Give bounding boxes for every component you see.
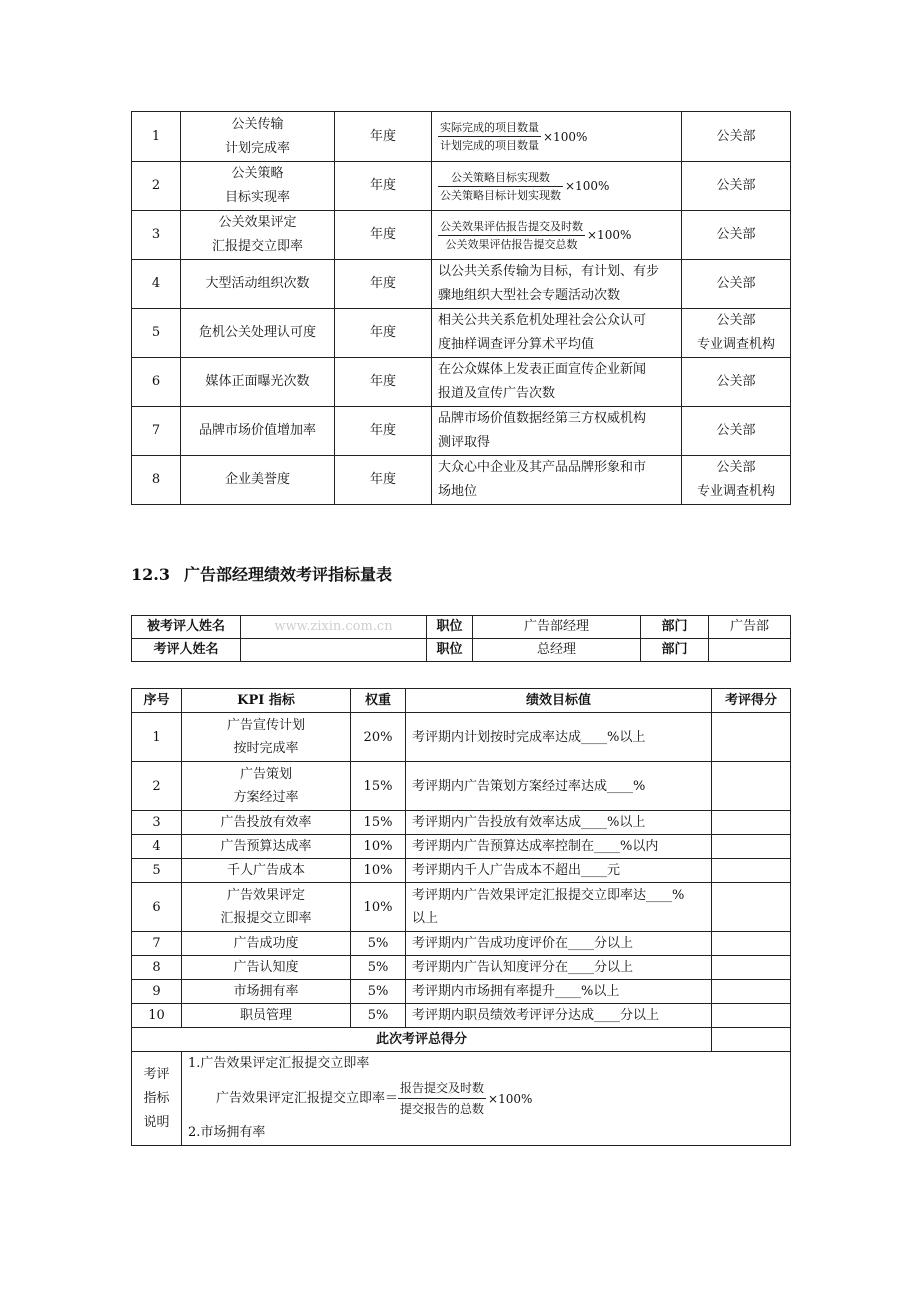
row-number: 3 bbox=[132, 211, 181, 260]
formula-numerator: 实际完成的项目数量 bbox=[438, 120, 541, 137]
kpi-target bbox=[406, 762, 712, 811]
note-formula bbox=[216, 1076, 784, 1121]
kpi-score-cell bbox=[712, 713, 791, 762]
pr-kpi-row bbox=[132, 162, 791, 211]
row-number: 6 bbox=[132, 358, 181, 407]
kpi-indicator bbox=[182, 811, 351, 835]
kpi-name-line-1: 媒体正面曝光次数 bbox=[205, 374, 310, 389]
kpi-definition bbox=[432, 407, 682, 456]
kpi-name bbox=[181, 456, 335, 505]
kpi-indicator-line-1: 职员管理 bbox=[239, 1008, 292, 1023]
kpi-definition bbox=[432, 358, 682, 407]
kpi-definition bbox=[432, 162, 682, 211]
info-row-evaluatee bbox=[132, 616, 791, 639]
total-score-value bbox=[712, 1028, 791, 1052]
kpi-target-line-1: 考评期内广告预算达成率控制在____%以内 bbox=[412, 839, 659, 854]
kpi-weight: 10% bbox=[351, 859, 406, 883]
kpi-name-line-2: 汇报提交立即率 bbox=[211, 239, 303, 254]
kpi-indicator-line-1: 广告策划 bbox=[239, 767, 292, 782]
kpi-row-number: 2 bbox=[132, 762, 182, 811]
kpi-indicator bbox=[182, 980, 351, 1004]
position-label-1: 职位 bbox=[427, 616, 473, 639]
kpi-row bbox=[132, 859, 791, 883]
kpi-target-line-2: 以上 bbox=[412, 911, 439, 926]
formula-multiplier: ×100% bbox=[565, 179, 610, 193]
assessment-period: 年度 bbox=[335, 358, 432, 407]
formula-denominator: 公关效果评估报告提交总数 bbox=[445, 237, 578, 251]
kpi-score-cell bbox=[712, 811, 791, 835]
dept-line-1: 公关部 bbox=[716, 178, 756, 193]
dept-line-2: 专业调查机构 bbox=[696, 484, 775, 499]
formula-denominator: 计划完成的项目数量 bbox=[440, 139, 539, 152]
kpi-name-line-1: 品牌市场价值增加率 bbox=[198, 423, 316, 438]
kpi-row bbox=[132, 713, 791, 762]
dept-line-1: 公关部 bbox=[716, 313, 756, 328]
kpi-target bbox=[406, 713, 712, 762]
kpi-name-line-2: 计划完成率 bbox=[224, 140, 290, 156]
responsible-dept bbox=[682, 309, 791, 358]
notes-label-line-1: 考评 bbox=[143, 1066, 170, 1082]
section-heading: 广告部经理绩效考评指标量表 bbox=[183, 565, 392, 584]
definition-line-2: 场地位 bbox=[438, 484, 478, 499]
kpi-target-line-1: 考评期内广告策划方案经过率达成____% bbox=[412, 778, 646, 794]
kpi-row bbox=[132, 932, 791, 956]
kpi-name bbox=[181, 309, 335, 358]
kpi-target bbox=[406, 835, 712, 859]
kpi-row-number: 6 bbox=[132, 883, 182, 932]
kpi-target bbox=[406, 883, 712, 932]
kpi-weight: 20% bbox=[351, 713, 406, 762]
kpi-score-cell bbox=[712, 883, 791, 932]
ad-kpi-table bbox=[131, 688, 791, 1146]
info-row-evaluator bbox=[132, 639, 791, 662]
pr-kpi-table-body bbox=[132, 112, 791, 505]
pr-kpi-row bbox=[132, 211, 791, 260]
evaluatee-dept: 广告部 bbox=[709, 616, 791, 639]
evaluator-name-value bbox=[241, 639, 427, 662]
kpi-name bbox=[181, 407, 335, 456]
definition-line-1: 品牌市场价值数据经第三方权威机构 bbox=[438, 411, 647, 426]
section-number: 12.3 bbox=[131, 565, 170, 584]
kpi-score-cell bbox=[712, 835, 791, 859]
responsible-dept bbox=[682, 260, 791, 309]
kpi-indicator-line-1: 广告宣传计划 bbox=[226, 718, 305, 733]
evaluator-dept bbox=[709, 639, 791, 662]
kpi-name-line-1: 危机公关处理认可度 bbox=[198, 325, 316, 340]
kpi-weight: 5% bbox=[351, 956, 406, 980]
kpi-indicator-line-1: 广告效果评定 bbox=[226, 888, 305, 903]
definition-line-1: 相关公共关系危机处理社会公众认可 bbox=[438, 313, 647, 328]
responsible-dept bbox=[682, 162, 791, 211]
kpi-target-line-1: 考评期内广告认知度评分在____分以上 bbox=[412, 960, 634, 975]
formula-fraction bbox=[438, 120, 541, 153]
dept-line-1: 公关部 bbox=[716, 276, 756, 291]
dept-line-1: 公关部 bbox=[716, 423, 756, 438]
kpi-row-number: 4 bbox=[132, 835, 182, 859]
dept-label-1: 部门 bbox=[641, 616, 709, 639]
kpi-indicator bbox=[182, 762, 351, 811]
pr-kpi-row bbox=[132, 260, 791, 309]
kpi-row bbox=[132, 883, 791, 932]
kpi-row bbox=[132, 811, 791, 835]
kpi-target-line-1: 考评期内市场拥有率提升____%以上 bbox=[412, 984, 620, 999]
total-score-label: 此次考评总得分 bbox=[132, 1028, 712, 1052]
assessment-period: 年度 bbox=[335, 162, 432, 211]
kpi-row-number: 5 bbox=[132, 859, 182, 883]
formula-denominator: 公关策略目标计划实现数 bbox=[440, 188, 561, 202]
dept-line-1: 公关部 bbox=[716, 374, 756, 389]
evaluator-name-label: 考评人姓名 bbox=[132, 639, 241, 662]
dept-line-1: 公关部 bbox=[716, 460, 756, 475]
kpi-row bbox=[132, 835, 791, 859]
header-score: 考评得分 bbox=[712, 689, 791, 713]
kpi-definition bbox=[432, 211, 682, 260]
kpi-indicator-line-1: 千人广告成本 bbox=[226, 863, 305, 878]
kpi-score-cell bbox=[712, 980, 791, 1004]
kpi-definition bbox=[432, 309, 682, 358]
kpi-weight: 15% bbox=[351, 762, 406, 811]
definition-line-2: 测评取得 bbox=[438, 435, 491, 450]
dept-label-2: 部门 bbox=[641, 639, 709, 662]
row-number: 1 bbox=[132, 112, 181, 162]
kpi-row-number: 1 bbox=[132, 713, 182, 762]
pr-kpi-row bbox=[132, 112, 791, 162]
kpi-name-line-1: 大型活动组织次数 bbox=[205, 276, 310, 291]
note-formula-numerator: 报告提交及时数 bbox=[398, 1079, 486, 1099]
kpi-target-line-1: 考评期内千人广告成本不超出____元 bbox=[412, 863, 621, 878]
header-weight: 权重 bbox=[351, 689, 406, 713]
dept-line-2: 专业调查机构 bbox=[696, 337, 775, 352]
dept-line-1: 公关部 bbox=[716, 128, 756, 144]
note-formula-denominator: 提交报告的总数 bbox=[400, 1102, 485, 1116]
kpi-row bbox=[132, 1004, 791, 1028]
kpi-target bbox=[406, 1004, 712, 1028]
kpi-target-line-1: 考评期内计划按时完成率达成____%以上 bbox=[412, 729, 646, 745]
position-label-2: 职位 bbox=[427, 639, 473, 662]
header-target: 绩效目标值 bbox=[406, 689, 712, 713]
formula-numerator: 公关策略目标实现数 bbox=[438, 170, 563, 187]
kpi-score-cell bbox=[712, 932, 791, 956]
kpi-row-number: 10 bbox=[132, 1004, 182, 1028]
formula-numerator: 公关效果评估报告提交及时数 bbox=[438, 219, 585, 236]
kpi-target-line-1: 考评期内职员绩效考评评分达成____分以上 bbox=[412, 1008, 660, 1023]
assessment-period: 年度 bbox=[335, 112, 432, 162]
kpi-target-line-1: 考评期内广告成功度评价在____分以上 bbox=[412, 936, 634, 951]
kpi-row-number: 3 bbox=[132, 811, 182, 835]
kpi-indicator bbox=[182, 859, 351, 883]
definition-line-1: 在公众媒体上发表正面宣传企业新闻 bbox=[438, 362, 647, 377]
kpi-weight: 10% bbox=[351, 883, 406, 932]
kpi-target bbox=[406, 932, 712, 956]
definition-line-1: 以公共关系传输为目标，有计划、有步 bbox=[438, 264, 660, 279]
note-line-2: 2.市场拥有率 bbox=[188, 1125, 266, 1140]
kpi-name bbox=[181, 211, 335, 260]
kpi-target bbox=[406, 811, 712, 835]
evaluatee-position: 广告部经理 bbox=[473, 616, 641, 639]
kpi-indicator-line-2: 按时完成率 bbox=[233, 741, 299, 756]
kpi-name-line-2: 目标实现率 bbox=[224, 190, 290, 205]
kpi-name bbox=[181, 162, 335, 211]
formula-fraction bbox=[438, 170, 563, 203]
kpi-indicator-line-1: 广告成功度 bbox=[233, 936, 299, 951]
assessment-period: 年度 bbox=[335, 211, 432, 260]
kpi-indicator bbox=[182, 835, 351, 859]
row-number: 8 bbox=[132, 456, 181, 505]
kpi-header-row bbox=[132, 689, 791, 713]
responsible-dept bbox=[682, 407, 791, 456]
kpi-indicator-line-1: 广告预算达成率 bbox=[220, 839, 312, 854]
row-number: 4 bbox=[132, 260, 181, 309]
note-formula-fraction bbox=[398, 1079, 486, 1118]
ad-kpi-table-body bbox=[132, 689, 791, 1146]
assessment-period: 年度 bbox=[335, 407, 432, 456]
kpi-row bbox=[132, 762, 791, 811]
evaluatee-name-value bbox=[241, 616, 427, 639]
header-no: 序号 bbox=[132, 689, 182, 713]
note-formula-multiplier: ×100% bbox=[488, 1091, 533, 1106]
responsible-dept bbox=[682, 211, 791, 260]
notes-label-line-3: 说明 bbox=[143, 1114, 170, 1130]
kpi-target-line-1: 考评期内广告效果评定汇报提交立即率达____% bbox=[412, 888, 685, 903]
kpi-row-number: 8 bbox=[132, 956, 182, 980]
pr-kpi-row bbox=[132, 456, 791, 505]
kpi-indicator-line-1: 广告认知度 bbox=[233, 960, 299, 975]
responsible-dept bbox=[682, 456, 791, 505]
kpi-score-cell bbox=[712, 956, 791, 980]
definition-line-1: 大众心中企业及其产品品牌形象和市 bbox=[438, 460, 647, 475]
evaluatee-info-table bbox=[131, 615, 791, 662]
kpi-indicator bbox=[182, 956, 351, 980]
pr-kpi-row bbox=[132, 407, 791, 456]
kpi-name-line-1: 公关效果评定 bbox=[218, 215, 297, 230]
responsible-dept bbox=[682, 112, 791, 162]
note-line-1: 1.广告效果评定汇报提交立即率 bbox=[188, 1056, 370, 1071]
kpi-weight: 5% bbox=[351, 932, 406, 956]
kpi-score-cell bbox=[712, 762, 791, 811]
responsible-dept bbox=[682, 358, 791, 407]
notes-content bbox=[182, 1052, 791, 1146]
kpi-target bbox=[406, 956, 712, 980]
kpi-score-cell bbox=[712, 859, 791, 883]
row-number: 7 bbox=[132, 407, 181, 456]
kpi-indicator bbox=[182, 932, 351, 956]
watermark-text: www.zixin.com.cn bbox=[274, 619, 393, 634]
kpi-indicator-line-1: 市场拥有率 bbox=[233, 984, 299, 999]
evaluator-position: 总经理 bbox=[473, 639, 641, 662]
notes-label-line-2: 指标 bbox=[143, 1090, 170, 1106]
kpi-target-line-1: 考评期内广告投放有效率达成____%以上 bbox=[412, 815, 646, 830]
header-kpi: KPI 指标 bbox=[182, 689, 351, 713]
kpi-name bbox=[181, 112, 335, 162]
kpi-indicator bbox=[182, 883, 351, 932]
notes-label bbox=[132, 1052, 182, 1146]
formula-fraction bbox=[438, 219, 585, 252]
kpi-target bbox=[406, 859, 712, 883]
pr-kpi-row bbox=[132, 358, 791, 407]
kpi-indicator bbox=[182, 713, 351, 762]
formula-multiplier: ×100% bbox=[543, 129, 588, 144]
kpi-name bbox=[181, 260, 335, 309]
kpi-weight: 15% bbox=[351, 811, 406, 835]
row-number: 2 bbox=[132, 162, 181, 211]
assessment-period: 年度 bbox=[335, 309, 432, 358]
assessment-period: 年度 bbox=[335, 456, 432, 505]
kpi-name-line-1: 企业美誉度 bbox=[224, 472, 290, 487]
kpi-row-number: 9 bbox=[132, 980, 182, 1004]
kpi-row-number: 7 bbox=[132, 932, 182, 956]
kpi-name-line-1: 公关策略 bbox=[231, 166, 284, 181]
kpi-definition bbox=[432, 260, 682, 309]
kpi-row bbox=[132, 956, 791, 980]
total-score-row bbox=[132, 1028, 791, 1052]
pr-kpi-row bbox=[132, 309, 791, 358]
kpi-definition bbox=[432, 112, 682, 162]
dept-line-1: 公关部 bbox=[716, 227, 756, 242]
kpi-indicator-line-1: 广告投放有效率 bbox=[220, 815, 312, 830]
assessment-period: 年度 bbox=[335, 260, 432, 309]
kpi-weight: 10% bbox=[351, 835, 406, 859]
row-number: 5 bbox=[132, 309, 181, 358]
kpi-indicator-line-2: 方案经过率 bbox=[233, 790, 299, 805]
kpi-row bbox=[132, 980, 791, 1004]
kpi-definition bbox=[432, 456, 682, 505]
kpi-name-line-1: 公关传输 bbox=[231, 116, 284, 132]
kpi-name bbox=[181, 358, 335, 407]
definition-line-2: 骤地组织大型社会专题活动次数 bbox=[438, 288, 621, 303]
kpi-indicator bbox=[182, 1004, 351, 1028]
formula-multiplier: ×100% bbox=[587, 228, 632, 242]
definition-line-2: 度抽样调查评分算术平均值 bbox=[438, 337, 595, 352]
section-title bbox=[131, 562, 392, 585]
kpi-weight: 5% bbox=[351, 980, 406, 1004]
kpi-target bbox=[406, 980, 712, 1004]
pr-kpi-table bbox=[131, 111, 791, 505]
definition-line-2: 报道及宣传广告次数 bbox=[438, 386, 556, 401]
notes-row bbox=[132, 1052, 791, 1146]
note-formula-lhs: 广告效果评定汇报提交立即率＝ bbox=[216, 1090, 399, 1106]
kpi-indicator-line-2: 汇报提交立即率 bbox=[220, 911, 312, 926]
kpi-score-cell bbox=[712, 1004, 791, 1028]
evaluatee-name-label: 被考评人姓名 bbox=[132, 616, 241, 639]
kpi-weight: 5% bbox=[351, 1004, 406, 1028]
